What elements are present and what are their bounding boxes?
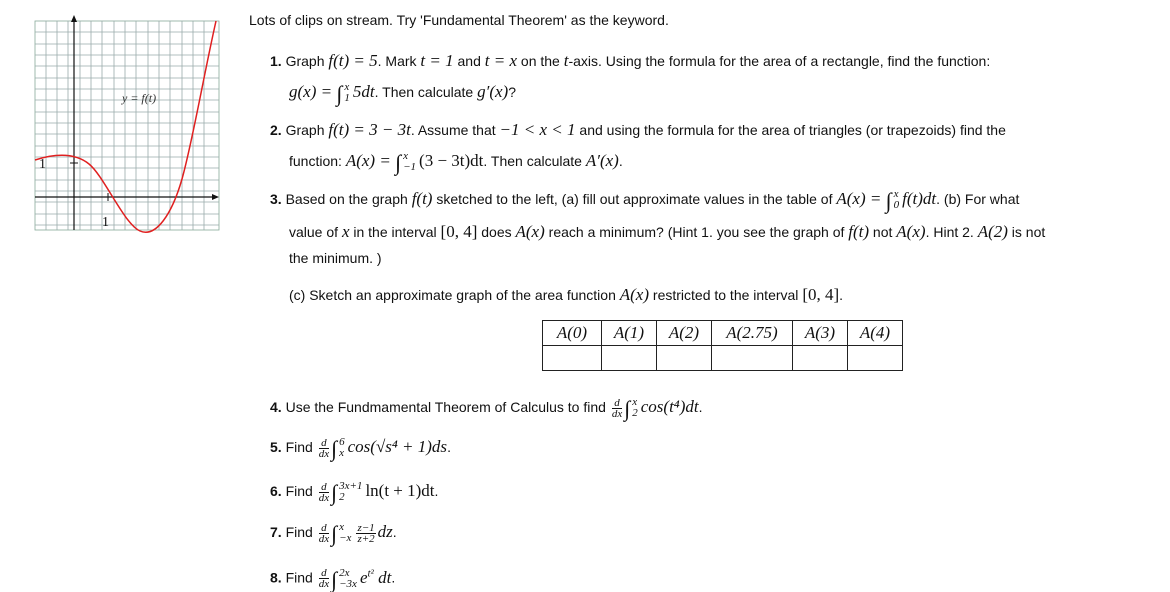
text: value of <box>289 224 342 240</box>
derivative-operator: $\frac{d}{dx}$ <box>318 480 330 504</box>
table-header-row <box>543 321 903 346</box>
problem-3-line-2 <box>289 222 1045 242</box>
math: t = x <box>484 51 518 70</box>
text: Find <box>285 569 317 586</box>
problem-number: 8. <box>270 569 282 586</box>
integral-sign: ∫ <box>331 566 338 592</box>
text: (c) Sketch an approximate graph of the area function <box>289 287 620 303</box>
math: A(x) = <box>836 189 886 208</box>
integrand-fraction: $\frac{z-1}{z+2}$ <box>357 521 375 545</box>
math: (3 − 3t)dt <box>419 151 484 170</box>
table-value-cell[interactable] <box>793 346 848 371</box>
text: . <box>618 153 623 169</box>
table-header-cell: A(3) <box>793 321 848 346</box>
math: x <box>341 222 350 241</box>
integral-sign: ∫ <box>331 436 338 461</box>
integral-limits: 6 x <box>339 436 345 460</box>
integrand: $e^{t^2}$ dt <box>359 567 392 587</box>
derivative-operator: $\frac{d}{dx}$ <box>318 436 330 460</box>
math: A(x) <box>515 222 545 241</box>
problem-1-line-1 <box>270 51 990 71</box>
integral-sign: ∫ <box>885 188 892 213</box>
text: on the <box>517 53 564 69</box>
text: -axis. Using the formula for the area of a rectangle, find the function: <box>568 53 991 69</box>
text: Based on the graph <box>285 191 412 207</box>
problem-number: 6. <box>270 483 282 499</box>
math: f(t)dt <box>902 189 937 208</box>
graph-grid <box>35 21 219 230</box>
math: g′(x) <box>477 82 509 101</box>
text: is not <box>1007 224 1046 240</box>
math: A′(x) <box>585 151 619 170</box>
integrand: ln(t + 1)dt <box>365 481 435 500</box>
derivative-operator: $\frac{d}{dx}$ <box>611 396 623 420</box>
integrand: cos(√s⁴ + 1)ds <box>347 437 448 456</box>
table-value-row <box>543 346 903 371</box>
text: Graph <box>285 53 329 69</box>
math: A(x) <box>896 222 926 241</box>
problem-number: 2. <box>270 122 282 138</box>
curve-label: y = f(t) <box>122 91 157 105</box>
math: 5dt <box>352 82 375 101</box>
integral-limits: x −x <box>339 521 352 545</box>
problem-2-line-2 <box>289 151 623 173</box>
text: Graph <box>285 122 329 138</box>
problem-number: 3. <box>270 191 282 207</box>
function-graph <box>34 14 220 236</box>
text: . Mark <box>377 53 421 69</box>
text: . (b) For what <box>936 191 1020 207</box>
text: . Assume that <box>410 122 500 138</box>
math: t = 1 <box>420 51 454 70</box>
text: . <box>392 524 397 540</box>
math: g(x) = <box>289 82 337 101</box>
text: . Then calculate <box>483 153 586 169</box>
integral-sign: ∫ <box>336 81 343 106</box>
integral-limits: x 0 <box>893 188 900 212</box>
table-header-cell: A(1) <box>602 321 657 346</box>
table-header-cell: A(2.75) <box>712 321 793 346</box>
text: function: <box>289 153 346 169</box>
problem-3-line-3: the minimum. ) <box>289 250 382 266</box>
text: sketched to the left, (a) fill out approximate values in the table of <box>432 191 837 207</box>
x-tick-label: 1 <box>102 215 109 230</box>
table-header-cell: A(2) <box>657 321 712 346</box>
integrand: dz <box>377 522 393 541</box>
text: . Then calculate <box>374 84 478 100</box>
text: in the interval <box>349 224 441 240</box>
table-value-cell[interactable] <box>657 346 712 371</box>
problem-3-part-c <box>289 285 843 305</box>
integral-limits: x −1 <box>403 150 417 174</box>
math: A(2) <box>977 222 1008 241</box>
text: does <box>477 224 516 240</box>
integral-sign: ∫ <box>624 396 631 421</box>
table-header-cell: A(4) <box>848 321 903 346</box>
math: [0, 4] <box>440 222 478 241</box>
integral-limits: x 2 <box>632 396 638 420</box>
derivative-operator: $\frac{d}{dx}$ <box>318 521 330 545</box>
math: f(t) = 5 <box>328 51 378 70</box>
integral-limits: 2x −3x <box>339 566 357 590</box>
table-value-cell[interactable] <box>712 346 793 371</box>
text: . <box>698 399 703 415</box>
problem-1-line-2 <box>289 82 516 104</box>
text: . <box>447 439 451 455</box>
table-value-cell[interactable] <box>602 346 657 371</box>
math: A(x) = <box>345 151 396 170</box>
math: [0, 4] <box>802 285 840 304</box>
text: and <box>453 53 485 69</box>
math: f(t) = 3 − 3t <box>328 120 411 139</box>
problem-5 <box>270 437 451 459</box>
table-value-cell[interactable] <box>848 346 903 371</box>
problem-number: 1. <box>270 53 282 69</box>
text: Find <box>285 439 317 455</box>
problem-number: 5. <box>270 439 282 455</box>
integral-sign: ∫ <box>331 480 338 505</box>
text: ? <box>508 84 516 100</box>
problem-4 <box>270 397 702 419</box>
integrand: cos(t⁴)dt <box>640 397 699 416</box>
problem-2-line-1 <box>270 120 1006 140</box>
x-axis-arrow <box>212 194 219 200</box>
problem-8 <box>270 563 395 590</box>
area-values-table <box>542 320 903 371</box>
text: Find <box>285 483 317 499</box>
problem-number: 4. <box>270 399 282 415</box>
text: and using the formula for the area of triangles (or trapezoids) find the <box>575 122 1006 138</box>
integral-limits: 3x+1 2 <box>339 480 363 504</box>
text: . <box>434 483 439 499</box>
problem-6 <box>270 481 438 503</box>
text: . <box>391 569 396 586</box>
y-tick-label: 1 <box>39 157 46 172</box>
math: f(t) <box>411 189 433 208</box>
y-axis-arrow <box>71 15 77 22</box>
text: restricted to the interval <box>649 287 803 303</box>
integral-sign: ∫ <box>395 150 402 175</box>
text: reach a minimum? (Hint 1. you see the graph of <box>544 224 849 240</box>
math: t <box>563 51 569 70</box>
derivative-operator: $\frac{d}{dx}$ <box>318 567 330 591</box>
math: −1 < x < 1 <box>499 120 576 139</box>
problem-7 <box>270 522 397 544</box>
text: not <box>869 224 897 240</box>
problem-3-line-1 <box>270 189 1019 211</box>
curve-f <box>35 21 216 232</box>
table-value-cell[interactable] <box>543 346 602 371</box>
text: . Hint 2. <box>925 224 978 240</box>
intro-text: Lots of clips on stream. Try 'Fundamental Theorem' as the keyword. <box>249 12 669 28</box>
math: f(t) <box>848 222 870 241</box>
table-header-cell: A(0) <box>543 321 602 346</box>
math: A(x) <box>619 285 650 304</box>
text: . <box>839 287 844 303</box>
problem-number: 7. <box>270 524 282 540</box>
integral-sign: ∫ <box>331 521 338 546</box>
integral-limits: x 1 <box>344 81 350 105</box>
text: Find <box>285 524 317 540</box>
text: Use the Fundmamental Theorem of Calculus to find <box>285 399 610 415</box>
